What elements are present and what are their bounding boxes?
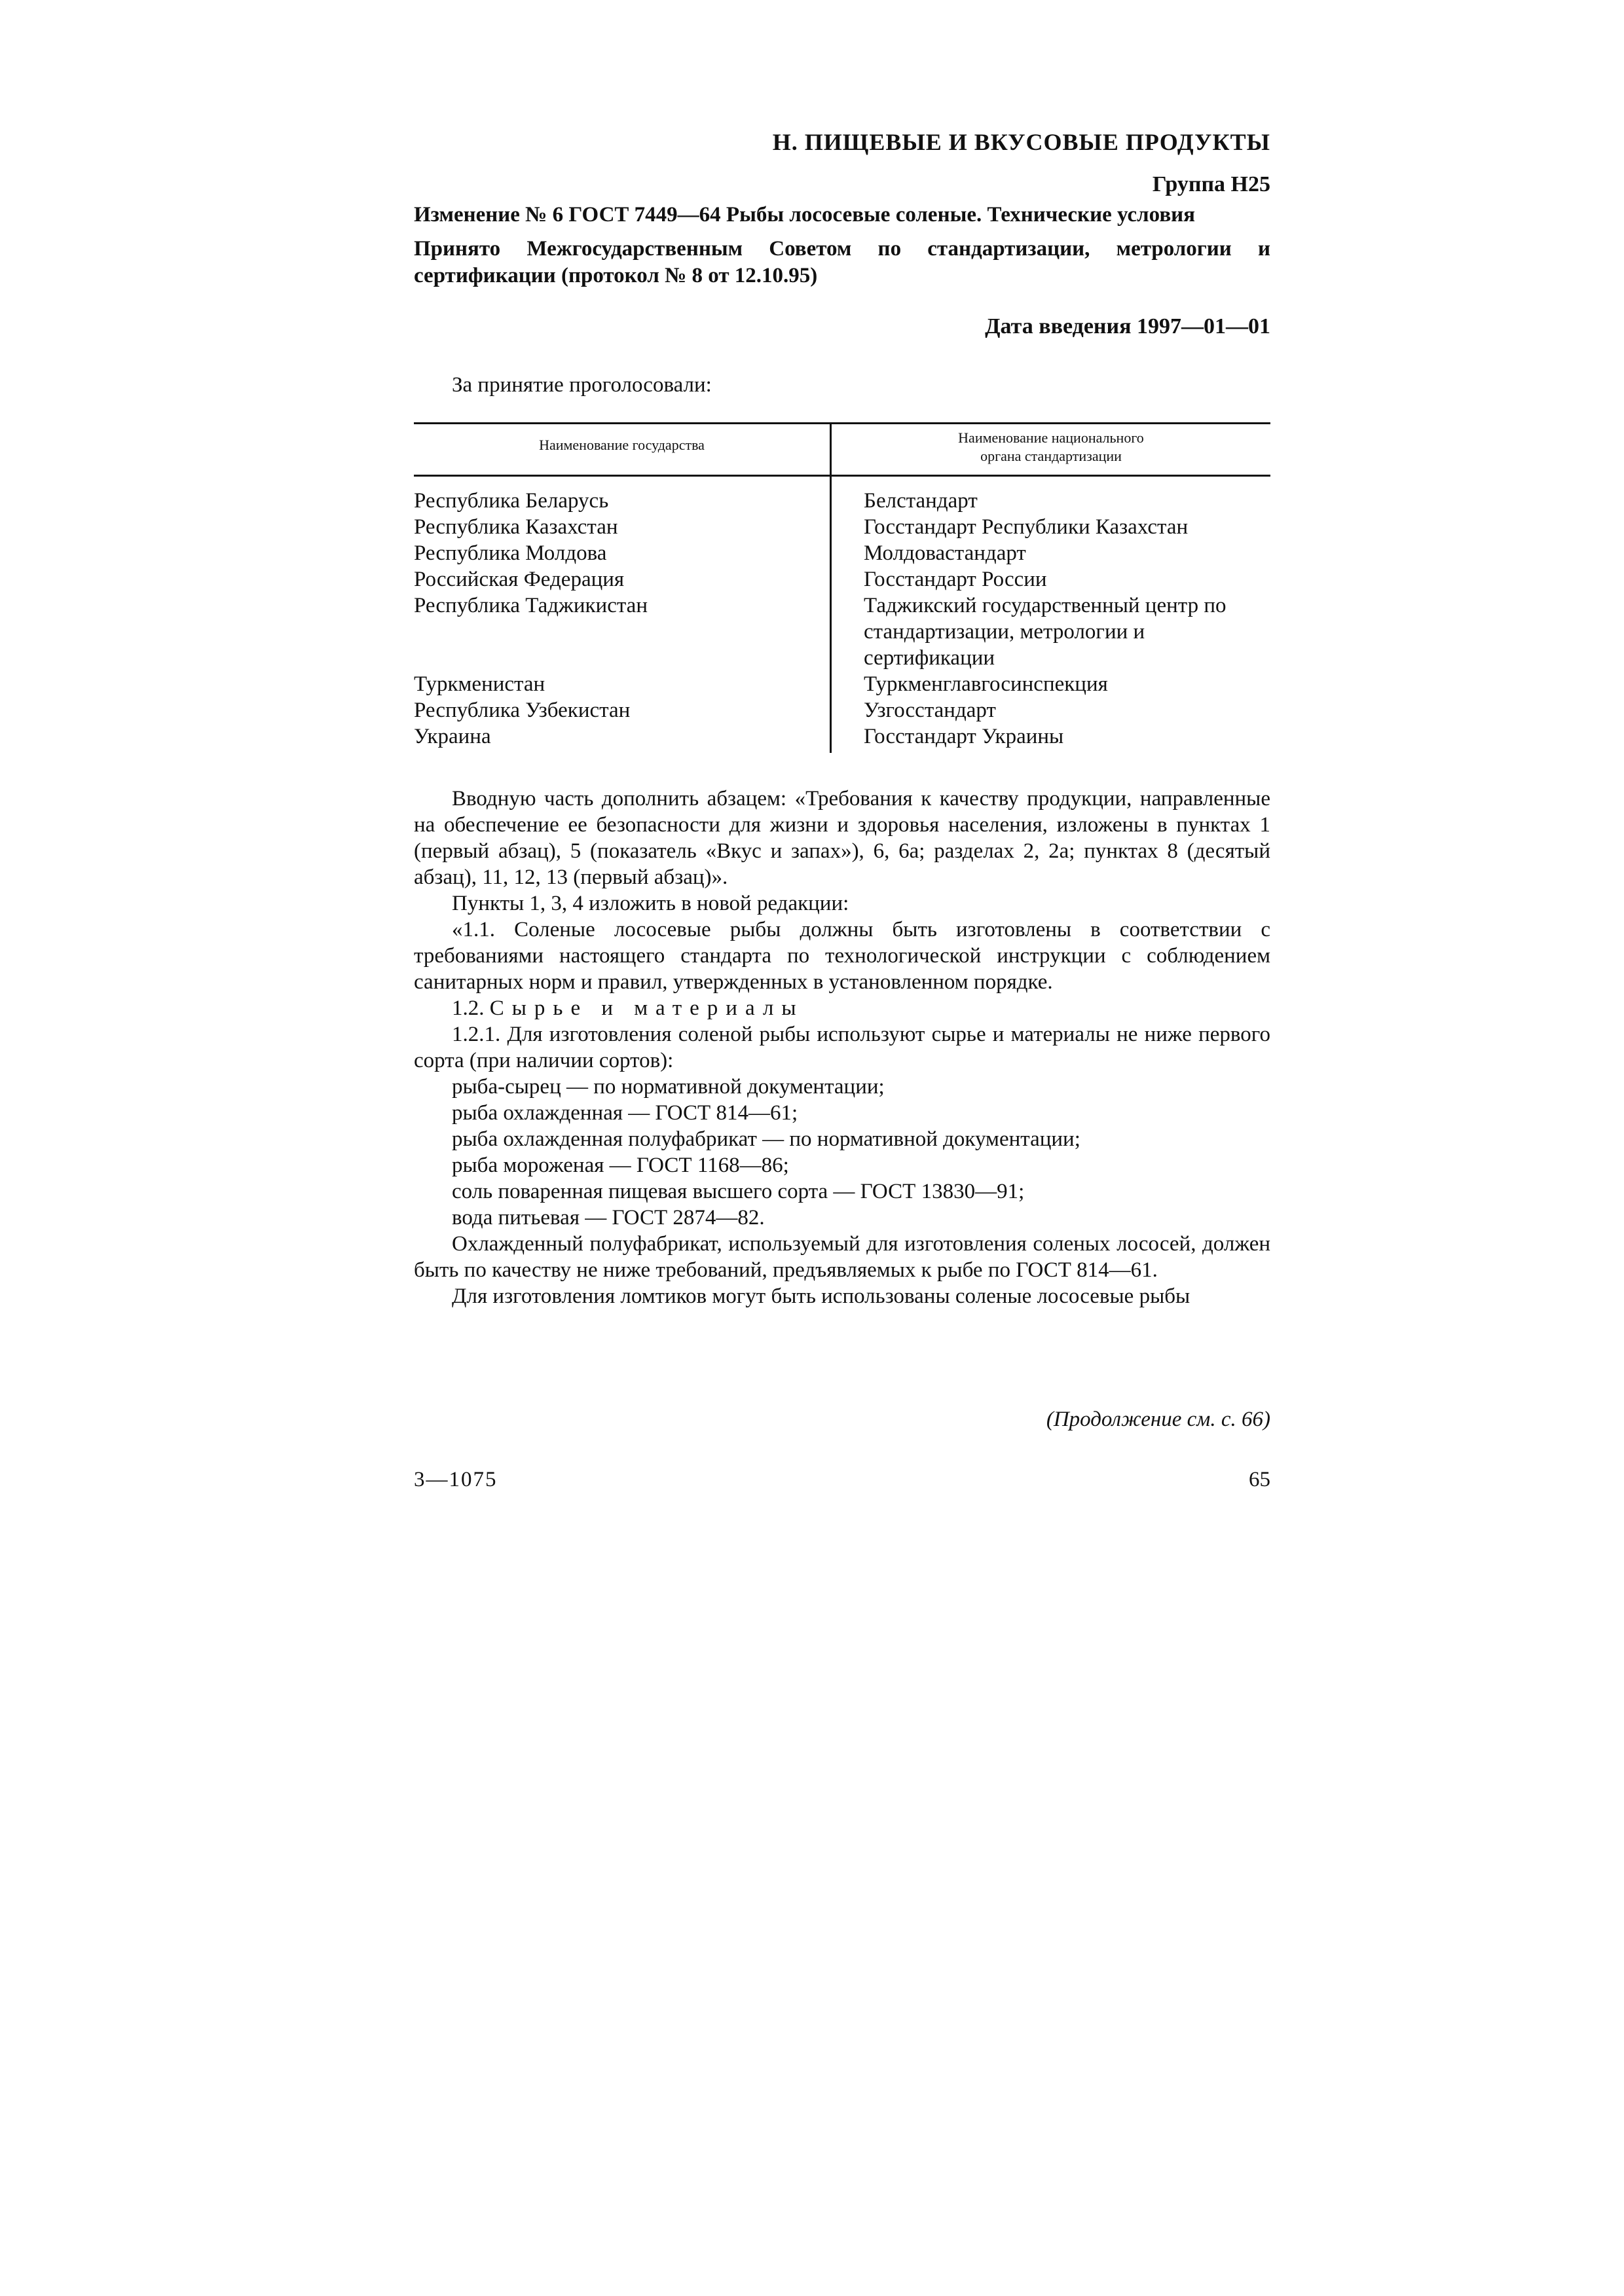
state-name: Республика Казахстан (414, 515, 618, 539)
list-item: рыба-сырец — по нормативной документации; (452, 1075, 885, 1099)
standards-body: Госстандарт Украины (864, 725, 1064, 748)
table-row (414, 592, 1270, 671)
standards-body: Таджикский государственный центр по стандартизации, метрологии и сертификации (864, 594, 1227, 670)
standards-body: Узгосстандарт (864, 699, 996, 722)
table-row (414, 566, 1270, 592)
list-item: рыба охлажденная — ГОСТ 814—61; (452, 1101, 798, 1125)
section-title: Н. ПИЩЕВЫЕ И ВКУСОВЫЕ ПРОДУКТЫ (772, 129, 1270, 155)
subsection-title: Сырье и материалы (489, 996, 804, 1020)
list-item: рыба охлажденная полуфабрикат — по нормативной документации; (452, 1127, 1080, 1151)
print-code: 3—1075 (414, 1468, 498, 1491)
table-rows (414, 488, 1270, 750)
table-top-rule (414, 422, 1270, 424)
state-name: Республика Таджикистан (414, 594, 648, 617)
list-item: вода питьевая — ГОСТ 2874—82. (452, 1206, 765, 1230)
state-name: Туркменистан (414, 672, 545, 696)
adoption-note: Принято Межгосударственным Советом по стандартизации, метрологии и сертификации (протокол № 8 от 12.10.95) (414, 237, 1270, 287)
state-name: Республика Узбекистан (414, 699, 631, 722)
paragraph-intro-addition: Вводную часть дополнить абзацем: «Требования к качеству продукции, направленные на обеспечение ее безопасности для жизни и здоровья населения, изложены в пунктах 1 (первый абзац), 5 (показатель «Вкус и запах»), 6, 6а; разделах 2, 2а; пунктах 8 (десятый абзац), 11, 12, 13 (первый абзац)». (414, 787, 1270, 889)
state-name: Российская Федерация (414, 568, 625, 591)
table-header-body (832, 429, 1270, 465)
table-header-rule (414, 475, 1270, 477)
standards-body: Молдовастандарт (864, 541, 1026, 565)
standards-body: Туркменглавгосинспекция (864, 672, 1108, 696)
table-row (414, 697, 1270, 723)
continuation-note: (Продолжение см. с. 66) (1046, 1408, 1270, 1431)
table-row (414, 540, 1270, 566)
change-title: Изменение № 6 ГОСТ 7449—64 Рыбы лососевые соленые. Технические условия (414, 203, 1196, 227)
page-number: 65 (1249, 1468, 1270, 1491)
paragraph-1-1: «1.1. Соленые лососевые рыбы должны быть изготовлены в соответствии с требованиями настоящего стандарта по технологической инструкции с соблюдением санитарных норм и правил, утвержденных в установленном порядке. (414, 918, 1270, 994)
list-item: рыба мороженая — ГОСТ 1168—86; (452, 1154, 789, 1177)
paragraph-slices: Для изготовления ломтиков могут быть использованы соленые лососевые рыбы (452, 1285, 1190, 1308)
group-label: Группа Н25 (1152, 172, 1270, 196)
standards-body: Белстандарт (864, 489, 978, 513)
vote-intro: За принятие проголосовали: (452, 373, 712, 397)
paragraph-new-edition: Пункты 1, 3, 4 изложить в новой редакции: (452, 892, 849, 915)
state-name: Украина (414, 725, 491, 748)
paragraph-1-2-1: 1.2.1. Для изготовления соленой рыбы используют сырье и материалы не ниже первого сорта (при наличии сортов): (414, 1023, 1270, 1072)
list-item: соль поваренная пищевая высшего сорта — ГОСТ 13830—91; (452, 1180, 1025, 1203)
state-name: Республика Молдова (414, 541, 607, 565)
subsection-heading (414, 995, 1270, 1021)
paragraph-semi-finished: Охлажденный полуфабрикат, используемый для изготовления соленых лососей, должен быть по качеству не ниже требований, предъявляемых к рыбе по ГОСТ 814—61. (414, 1232, 1270, 1282)
table-row (414, 514, 1270, 540)
table-row (414, 488, 1270, 514)
standards-body: Госстандарт Республики Казахстан (864, 515, 1189, 539)
voting-table (414, 422, 1270, 753)
table-header-body-line1: Наименование национального (958, 429, 1144, 446)
table-row (414, 723, 1270, 750)
table-header-state: Наименование государства (539, 437, 705, 453)
body-text (414, 786, 1270, 1309)
table-header-body-line2: органа стандартизации (980, 448, 1122, 464)
table-row (414, 671, 1270, 697)
effective-date: Дата введения 1997—01—01 (985, 314, 1270, 338)
standards-body: Госстандарт России (864, 568, 1047, 591)
state-name: Республика Беларусь (414, 489, 609, 513)
subsection-number: 1.2. (452, 996, 485, 1020)
